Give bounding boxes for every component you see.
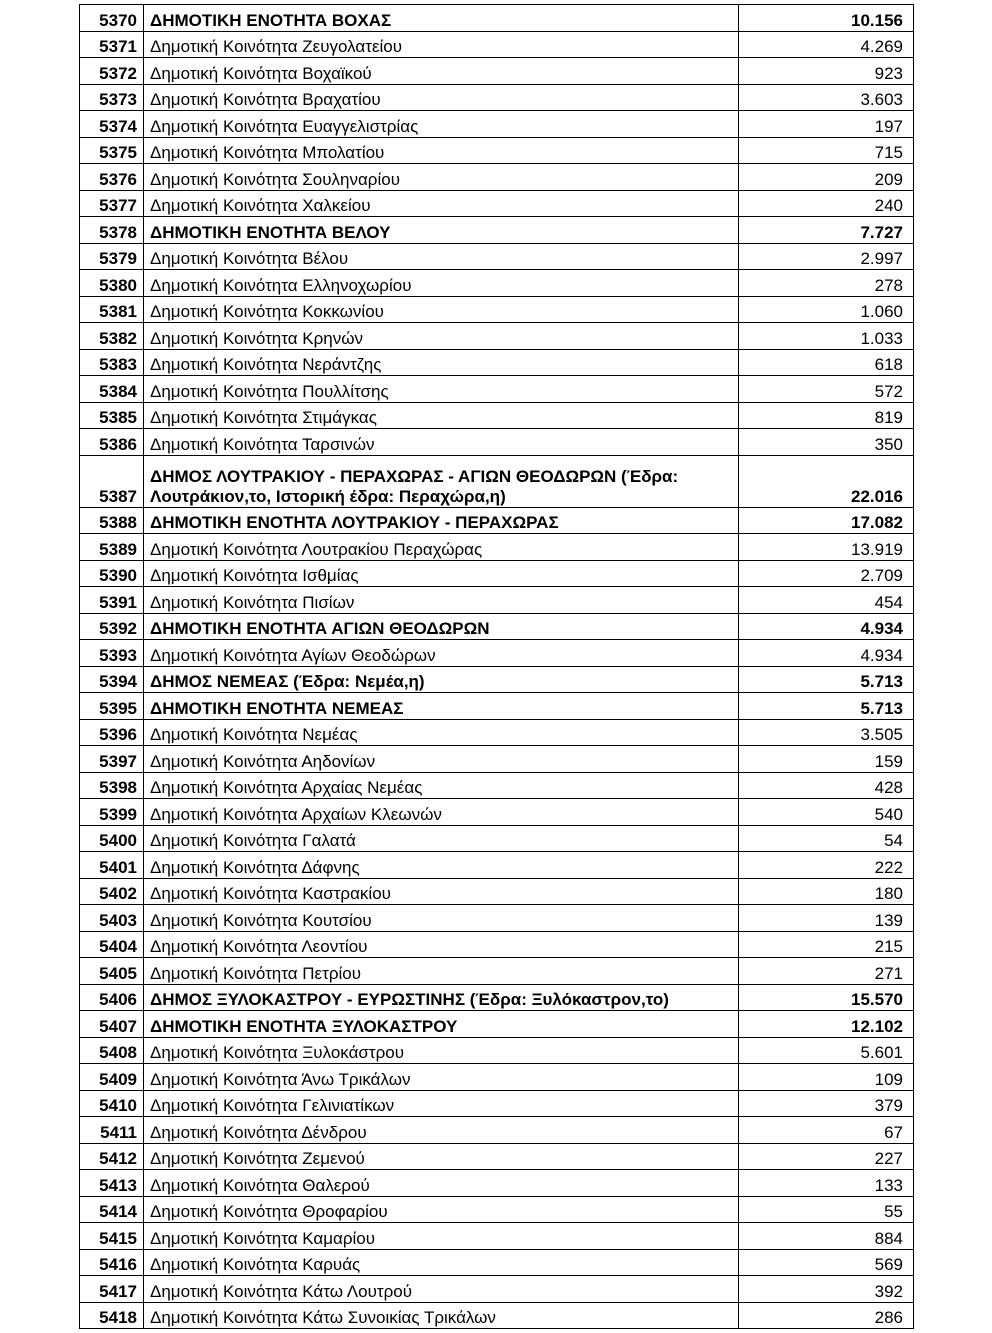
code-cell: 5411 [80,1117,144,1144]
name-cell: Δημοτική Κοινότητα Αηδονίων [144,746,739,773]
population-cell: 180 [739,878,914,905]
name-cell: Δημοτική Κοινότητα Βέλου [144,243,739,270]
table-row [80,429,914,456]
name-cell: ΔΗΜΟΣ ΞΥΛΟΚΑΣΤΡΟΥ - ΕΥΡΩΣΤΙΝΗΣ (Έδρα: Ξυλόκαστρον,το) [144,984,739,1011]
code-cell: 5409 [80,1064,144,1091]
table-row [80,1090,914,1117]
population-cell: 819 [739,402,914,429]
table-row [80,799,914,826]
table-body [80,5,914,1329]
table-row [80,1223,914,1250]
population-cell: 271 [739,958,914,985]
table-row [80,640,914,667]
population-cell: 12.102 [739,1011,914,1038]
table-row [80,507,914,534]
population-cell: 569 [739,1249,914,1276]
name-cell: Δημοτική Κοινότητα Στιμάγκας [144,402,739,429]
population-cell: 379 [739,1090,914,1117]
name-cell: ΔΗΜΟΤΙΚΗ ΕΝΟΤΗΤΑ ΒΟΧΑΣ [144,5,739,32]
population-cell: 7.727 [739,217,914,244]
population-cell: 227 [739,1143,914,1170]
name-cell: Δημοτική Κοινότητα Καμαρίου [144,1223,739,1250]
population-cell: 286 [739,1302,914,1329]
table-row [80,560,914,587]
code-cell: 5374 [80,111,144,138]
table-row [80,613,914,640]
table-row [80,296,914,323]
table-row [80,746,914,773]
code-cell: 5408 [80,1037,144,1064]
table-row [80,1064,914,1091]
code-cell: 5388 [80,507,144,534]
population-cell: 5.713 [739,693,914,720]
name-cell: Δημοτική Κοινότητα Δένδρου [144,1117,739,1144]
population-cell: 3.505 [739,719,914,746]
table-row [80,217,914,244]
name-cell: Δημοτική Κοινότητα Λουτρακίου Περαχώρας [144,534,739,561]
name-cell: Δημοτική Κοινότητα Νεμέας [144,719,739,746]
population-cell: 1.033 [739,323,914,350]
code-cell: 5398 [80,772,144,799]
name-cell: Δημοτική Κοινότητα Ευαγγελιστρίας [144,111,739,138]
table-row [80,1037,914,1064]
code-cell: 5392 [80,613,144,640]
population-cell: 2.997 [739,243,914,270]
name-cell: Δημοτική Κοινότητα Άνω Τρικάλων [144,1064,739,1091]
table-row [80,111,914,138]
name-cell: Δημοτική Κοινότητα Βοχαϊκού [144,58,739,85]
table-row [80,1302,914,1329]
code-cell: 5417 [80,1276,144,1303]
population-cell: 715 [739,137,914,164]
table-row [80,31,914,58]
name-cell: Δημοτική Κοινότητα Μπολατίου [144,137,739,164]
code-cell: 5406 [80,984,144,1011]
name-cell: Δημοτική Κοινότητα Καστρακίου [144,878,739,905]
name-cell: ΔΗΜΟΤΙΚΗ ΕΝΟΤΗΤΑ ΛΟΥΤΡΑΚΙΟΥ - ΠΕΡΑΧΩΡΑΣ [144,507,739,534]
population-cell: 2.709 [739,560,914,587]
code-cell: 5418 [80,1302,144,1329]
population-cell: 109 [739,1064,914,1091]
code-cell: 5391 [80,587,144,614]
table-row [80,5,914,32]
code-cell: 5410 [80,1090,144,1117]
population-cell: 4.934 [739,613,914,640]
name-cell: Δημοτική Κοινότητα Ελληνοχωρίου [144,270,739,297]
name-cell: Δημοτική Κοινότητα Γελινιατίκων [144,1090,739,1117]
population-cell: 222 [739,852,914,879]
name-cell: Δημοτική Κοινότητα Πετρίου [144,958,739,985]
population-cell: 15.570 [739,984,914,1011]
name-cell: Δημοτική Κοινότητα Αρχαίας Νεμέας [144,772,739,799]
population-cell: 197 [739,111,914,138]
table-row [80,164,914,191]
table-row [80,243,914,270]
code-cell: 5407 [80,1011,144,1038]
name-cell: Δημοτική Κοινότητα Χαλκείου [144,190,739,217]
code-cell: 5371 [80,31,144,58]
table-row [80,84,914,111]
code-cell: 5394 [80,666,144,693]
document-page [79,4,914,1329]
population-cell: 884 [739,1223,914,1250]
table-row [80,349,914,376]
code-cell: 5386 [80,429,144,456]
population-cell: 5.601 [739,1037,914,1064]
name-cell: Δημοτική Κοινότητα Ζεμενού [144,1143,739,1170]
population-cell: 215 [739,931,914,958]
table-row [80,1143,914,1170]
population-cell: 13.919 [739,534,914,561]
population-cell: 572 [739,376,914,403]
name-cell: Δημοτική Κοινότητα Βραχατίου [144,84,739,111]
name-cell: Δημοτική Κοινότητα Λεοντίου [144,931,739,958]
code-cell: 5380 [80,270,144,297]
name-cell: Δημοτική Κοινότητα Πουλλίτσης [144,376,739,403]
name-cell: Δημοτική Κοινότητα Κουτσίου [144,905,739,932]
code-cell: 5414 [80,1196,144,1223]
code-cell: 5378 [80,217,144,244]
code-cell: 5416 [80,1249,144,1276]
table-row [80,137,914,164]
table-row [80,1011,914,1038]
code-cell: 5400 [80,825,144,852]
code-cell: 5399 [80,799,144,826]
table-row [80,666,914,693]
code-cell: 5402 [80,878,144,905]
code-cell: 5397 [80,746,144,773]
population-cell: 428 [739,772,914,799]
population-cell: 133 [739,1170,914,1197]
population-cell: 392 [739,1276,914,1303]
code-cell: 5393 [80,640,144,667]
table-row [80,323,914,350]
name-cell: ΔΗΜΟΤΙΚΗ ΕΝΟΤΗΤΑ ΞΥΛΟΚΑΣΤΡΟΥ [144,1011,739,1038]
code-cell: 5390 [80,560,144,587]
table-row [80,825,914,852]
table-row [80,270,914,297]
code-cell: 5377 [80,190,144,217]
name-cell: ΔΗΜΟΤΙΚΗ ΕΝΟΤΗΤΑ ΑΓΙΩΝ ΘΕΟΔΩΡΩΝ [144,613,739,640]
name-cell: Δημοτική Κοινότητα Δάφνης [144,852,739,879]
code-cell: 5382 [80,323,144,350]
code-cell: 5415 [80,1223,144,1250]
name-cell: ΔΗΜΟΣ ΛΟΥΤΡΑΚΙΟΥ - ΠΕΡΑΧΩΡΑΣ - ΑΓΙΩΝ ΘΕΟΔΩΡΩΝ (Έδρα: Λουτράκιον,το, Ιστορική έδρα: Περαχώρα,η) [144,455,739,507]
code-cell: 5404 [80,931,144,958]
table-row [80,931,914,958]
code-cell: 5373 [80,84,144,111]
code-cell: 5375 [80,137,144,164]
code-cell: 5384 [80,376,144,403]
population-cell: 240 [739,190,914,217]
population-cell: 55 [739,1196,914,1223]
population-cell: 618 [739,349,914,376]
table-row [80,1170,914,1197]
population-cell: 3.603 [739,84,914,111]
table-row [80,1249,914,1276]
code-cell: 5401 [80,852,144,879]
code-cell: 5412 [80,1143,144,1170]
table-row [80,1196,914,1223]
table-row [80,693,914,720]
code-cell: 5379 [80,243,144,270]
table-row [80,534,914,561]
population-cell: 278 [739,270,914,297]
table-row [80,719,914,746]
population-cell: 454 [739,587,914,614]
code-cell: 5396 [80,719,144,746]
table-row [80,1276,914,1303]
population-cell: 17.082 [739,507,914,534]
name-cell: Δημοτική Κοινότητα Κάτω Συνοικίας Τρικάλων [144,1302,739,1329]
population-cell: 54 [739,825,914,852]
table-row [80,190,914,217]
name-cell: Δημοτική Κοινότητα Θροφαρίου [144,1196,739,1223]
code-cell: 5387 [80,455,144,507]
name-cell: ΔΗΜΟΤΙΚΗ ΕΝΟΤΗΤΑ ΝΕΜΕΑΣ [144,693,739,720]
population-cell: 350 [739,429,914,456]
name-cell: ΔΗΜΟΣ ΝΕΜΕΑΣ (Έδρα: Νεμέα,η) [144,666,739,693]
table-row [80,376,914,403]
code-cell: 5403 [80,905,144,932]
population-cell: 4.269 [739,31,914,58]
population-cell: 5.713 [739,666,914,693]
table-row [80,1117,914,1144]
name-cell: Δημοτική Κοινότητα Ξυλοκάστρου [144,1037,739,1064]
population-cell: 540 [739,799,914,826]
code-cell: 5376 [80,164,144,191]
population-cell: 10.156 [739,5,914,32]
population-cell: 923 [739,58,914,85]
name-cell: Δημοτική Κοινότητα Αρχαίων Κλεωνών [144,799,739,826]
name-cell: Δημοτική Κοινότητα Κάτω Λουτρού [144,1276,739,1303]
table-row [80,905,914,932]
population-cell: 209 [739,164,914,191]
code-cell: 5389 [80,534,144,561]
name-cell: Δημοτική Κοινότητα Ταρσινών [144,429,739,456]
population-cell: 159 [739,746,914,773]
name-cell: Δημοτική Κοινότητα Αγίων Θεοδώρων [144,640,739,667]
table-row [80,455,914,507]
table-row [80,958,914,985]
population-cell: 4.934 [739,640,914,667]
population-cell: 1.060 [739,296,914,323]
table-row [80,402,914,429]
table-row [80,984,914,1011]
name-cell: Δημοτική Κοινότητα Κοκκωνίου [144,296,739,323]
table-row [80,587,914,614]
name-cell: Δημοτική Κοινότητα Καρυάς [144,1249,739,1276]
code-cell: 5372 [80,58,144,85]
table-row [80,878,914,905]
code-cell: 5405 [80,958,144,985]
name-cell: Δημοτική Κοινότητα Ισθμίας [144,560,739,587]
code-cell: 5383 [80,349,144,376]
table-row [80,58,914,85]
name-cell: Δημοτική Κοινότητα Νεράντζης [144,349,739,376]
code-cell: 5370 [80,5,144,32]
name-cell: Δημοτική Κοινότητα Ζευγολατείου [144,31,739,58]
code-cell: 5381 [80,296,144,323]
population-cell: 22.016 [739,455,914,507]
code-cell: 5385 [80,402,144,429]
population-table [79,4,914,1329]
table-row [80,772,914,799]
name-cell: Δημοτική Κοινότητα Θαλερού [144,1170,739,1197]
population-cell: 139 [739,905,914,932]
table-row [80,852,914,879]
name-cell: Δημοτική Κοινότητα Κρηνών [144,323,739,350]
code-cell: 5395 [80,693,144,720]
name-cell: ΔΗΜΟΤΙΚΗ ΕΝΟΤΗΤΑ ΒΕΛΟΥ [144,217,739,244]
population-cell: 67 [739,1117,914,1144]
name-cell: Δημοτική Κοινότητα Γαλατά [144,825,739,852]
name-cell: Δημοτική Κοινότητα Σουληναρίου [144,164,739,191]
name-cell: Δημοτική Κοινότητα Πισίων [144,587,739,614]
code-cell: 5413 [80,1170,144,1197]
